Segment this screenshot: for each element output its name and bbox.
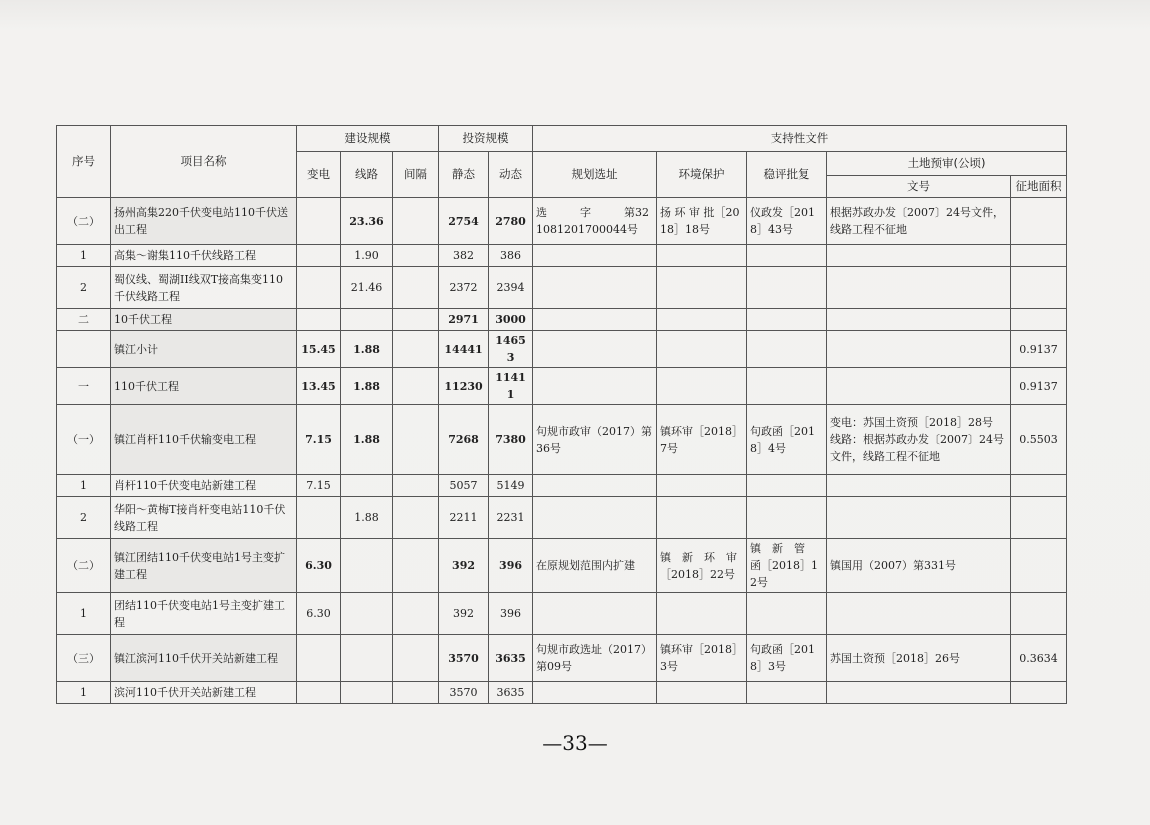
cell-env xyxy=(657,309,747,331)
table-row xyxy=(57,539,1067,593)
cell-env xyxy=(657,475,747,497)
cell-seq: 2 xyxy=(57,267,111,309)
cell-sub: 7.15 xyxy=(297,405,341,475)
cell-land-doc xyxy=(827,497,1011,539)
cell-static: 3570 xyxy=(439,635,489,682)
cell-static: 14441 xyxy=(439,331,489,368)
cell-line xyxy=(341,475,393,497)
cell-land-doc: 变电：苏国土资预［2018］28号 线路：根据苏政办发〔2007〕24号文件，线路工程不征地 xyxy=(827,405,1011,475)
cell-sub: 7.15 xyxy=(297,475,341,497)
cell-area xyxy=(1011,267,1067,309)
cell-bay xyxy=(393,368,439,405)
cell-env: 镇 新 环 审［2018］22号 xyxy=(657,539,747,593)
cell-sub xyxy=(297,497,341,539)
cell-name: 滨河110千伏开关站新建工程 xyxy=(111,682,297,704)
cell-line: 1.88 xyxy=(341,497,393,539)
cell-plan xyxy=(533,593,657,635)
cell-line: 1.88 xyxy=(341,405,393,475)
cell-stab xyxy=(747,593,827,635)
table-row xyxy=(57,245,1067,267)
cell-area xyxy=(1011,539,1067,593)
table-row xyxy=(57,267,1067,309)
cell-env xyxy=(657,682,747,704)
table-row xyxy=(57,682,1067,704)
cell-area: 0.9137 xyxy=(1011,368,1067,405)
cell-dynamic: 2394 xyxy=(489,267,533,309)
cell-seq: 1 xyxy=(57,245,111,267)
cell-land-doc: 苏国土资预［2018］26号 xyxy=(827,635,1011,682)
cell-sub xyxy=(297,245,341,267)
header-land-area: 征地面积 xyxy=(1011,176,1067,198)
cell-name: 镇江团结110千伏变电站1号主变扩建工程 xyxy=(111,539,297,593)
cell-line xyxy=(341,593,393,635)
header-seq: 序号 xyxy=(57,126,111,198)
cell-dynamic: 386 xyxy=(489,245,533,267)
cell-plan xyxy=(533,245,657,267)
cell-bay xyxy=(393,497,439,539)
header-substation: 变电 xyxy=(297,152,341,198)
cell-sub: 6.30 xyxy=(297,593,341,635)
cell-static: 2754 xyxy=(439,198,489,245)
cell-dynamic: 2780 xyxy=(489,198,533,245)
cell-area xyxy=(1011,593,1067,635)
cell-seq: （一） xyxy=(57,405,111,475)
cell-sub: 6.30 xyxy=(297,539,341,593)
cell-line xyxy=(341,539,393,593)
cell-bay xyxy=(393,635,439,682)
cell-stab xyxy=(747,497,827,539)
cell-name: 华阳～黄梅T接肖杆变电站110千伏线路工程 xyxy=(111,497,297,539)
cell-static: 392 xyxy=(439,539,489,593)
cell-dynamic: 3635 xyxy=(489,635,533,682)
cell-static: 392 xyxy=(439,593,489,635)
cell-stab xyxy=(747,245,827,267)
cell-plan xyxy=(533,368,657,405)
cell-sub: 13.45 xyxy=(297,368,341,405)
cell-sub xyxy=(297,267,341,309)
cell-dynamic: 3635 xyxy=(489,682,533,704)
cell-line: 23.36 xyxy=(341,198,393,245)
table-row xyxy=(57,475,1067,497)
cell-line xyxy=(341,682,393,704)
cell-bay xyxy=(393,198,439,245)
cell-plan: 句规市政选址（2017）第09号 xyxy=(533,635,657,682)
cell-stab: 句政函［2018］3号 xyxy=(747,635,827,682)
cell-stab xyxy=(747,267,827,309)
cell-name: 扬州高集220千伏变电站110千伏送出工程 xyxy=(111,198,297,245)
cell-dynamic: 5149 xyxy=(489,475,533,497)
cell-static: 2971 xyxy=(439,309,489,331)
cell-bay xyxy=(393,245,439,267)
cell-env xyxy=(657,497,747,539)
cell-plan: 在原规划范围内扩建 xyxy=(533,539,657,593)
cell-name: 团结110千伏变电站1号主变扩建工程 xyxy=(111,593,297,635)
cell-dynamic: 14653 xyxy=(489,331,533,368)
cell-seq: 1 xyxy=(57,593,111,635)
cell-sub xyxy=(297,635,341,682)
table-row xyxy=(57,635,1067,682)
cell-area xyxy=(1011,475,1067,497)
cell-name: 110千伏工程 xyxy=(111,368,297,405)
table-row xyxy=(57,593,1067,635)
cell-land-doc xyxy=(827,682,1011,704)
cell-land-doc xyxy=(827,475,1011,497)
header-environment: 环境保护 xyxy=(657,152,747,198)
cell-dynamic: 396 xyxy=(489,593,533,635)
cell-static: 2211 xyxy=(439,497,489,539)
cell-land-doc xyxy=(827,309,1011,331)
cell-stab: 镇 新 管 函［2018］12号 xyxy=(747,539,827,593)
cell-plan xyxy=(533,497,657,539)
cell-seq: 2 xyxy=(57,497,111,539)
cell-seq: 一 xyxy=(57,368,111,405)
table-row xyxy=(57,368,1067,405)
cell-seq: （二） xyxy=(57,539,111,593)
cell-name: 肖杆110千伏变电站新建工程 xyxy=(111,475,297,497)
cell-line xyxy=(341,309,393,331)
cell-land-doc xyxy=(827,593,1011,635)
cell-sub xyxy=(297,309,341,331)
cell-area xyxy=(1011,497,1067,539)
cell-stab xyxy=(747,368,827,405)
cell-name: 高集～谢集110千伏线路工程 xyxy=(111,245,297,267)
cell-stab: 仪政发［2018］43号 xyxy=(747,198,827,245)
cell-name: 蜀仪线、蜀湖II线双T接高集变110千伏线路工程 xyxy=(111,267,297,309)
cell-bay xyxy=(393,405,439,475)
cell-line: 1.88 xyxy=(341,331,393,368)
table-row xyxy=(57,331,1067,368)
cell-line: 1.90 xyxy=(341,245,393,267)
cell-land-doc xyxy=(827,245,1011,267)
cell-env xyxy=(657,368,747,405)
cell-land-doc xyxy=(827,331,1011,368)
cell-seq: 1 xyxy=(57,682,111,704)
table-row xyxy=(57,309,1067,331)
cell-env: 扬 环 审 批［2018］18号 xyxy=(657,198,747,245)
cell-area xyxy=(1011,309,1067,331)
cell-stab: 句政函［2018］4号 xyxy=(747,405,827,475)
cell-dynamic: 7380 xyxy=(489,405,533,475)
header-planning: 规划选址 xyxy=(533,152,657,198)
cell-sub: 15.45 xyxy=(297,331,341,368)
cell-seq: 1 xyxy=(57,475,111,497)
cell-plan xyxy=(533,331,657,368)
header-static: 静态 xyxy=(439,152,489,198)
cell-env: 镇环审［2018］7号 xyxy=(657,405,747,475)
cell-plan: 句规市政审（2017）第36号 xyxy=(533,405,657,475)
cell-plan: 选 字 第321081201700044号 xyxy=(533,198,657,245)
cell-land-doc: 根据苏政办发〔2007〕24号文件，线路工程不征地 xyxy=(827,198,1011,245)
cell-bay xyxy=(393,682,439,704)
table-row xyxy=(57,497,1067,539)
header-doc-no: 文号 xyxy=(827,176,1011,198)
header-construction: 建设规模 xyxy=(297,126,439,152)
project-table xyxy=(56,125,1067,704)
cell-land-doc xyxy=(827,267,1011,309)
cell-seq: 二 xyxy=(57,309,111,331)
cell-land-doc xyxy=(827,368,1011,405)
cell-static: 3570 xyxy=(439,682,489,704)
cell-seq: （二） xyxy=(57,198,111,245)
cell-dynamic: 3000 xyxy=(489,309,533,331)
header-bay: 间隔 xyxy=(393,152,439,198)
cell-area xyxy=(1011,682,1067,704)
cell-area xyxy=(1011,245,1067,267)
cell-line xyxy=(341,635,393,682)
cell-sub xyxy=(297,682,341,704)
page-number: —33— xyxy=(542,731,608,755)
cell-bay xyxy=(393,267,439,309)
cell-plan xyxy=(533,309,657,331)
cell-env xyxy=(657,593,747,635)
header-stability: 稳评批复 xyxy=(747,152,827,198)
cell-dynamic: 2231 xyxy=(489,497,533,539)
cell-sub xyxy=(297,198,341,245)
table-row xyxy=(57,198,1067,245)
header-investment: 投资规模 xyxy=(439,126,533,152)
header-name: 项目名称 xyxy=(111,126,297,198)
cell-static: 7268 xyxy=(439,405,489,475)
cell-area xyxy=(1011,198,1067,245)
cell-name: 镇江滨河110千伏开关站新建工程 xyxy=(111,635,297,682)
cell-seq: （三） xyxy=(57,635,111,682)
cell-env xyxy=(657,331,747,368)
cell-name: 镇江肖杆110千伏输变电工程 xyxy=(111,405,297,475)
cell-bay xyxy=(393,331,439,368)
cell-env xyxy=(657,267,747,309)
cell-bay xyxy=(393,475,439,497)
cell-static: 382 xyxy=(439,245,489,267)
cell-area: 0.9137 xyxy=(1011,331,1067,368)
cell-plan xyxy=(533,475,657,497)
cell-stab xyxy=(747,682,827,704)
cell-line: 21.46 xyxy=(341,267,393,309)
cell-line: 1.88 xyxy=(341,368,393,405)
cell-env: 镇环审［2018］3号 xyxy=(657,635,747,682)
cell-stab xyxy=(747,331,827,368)
cell-dynamic: 396 xyxy=(489,539,533,593)
cell-plan xyxy=(533,267,657,309)
cell-static: 2372 xyxy=(439,267,489,309)
header-line: 线路 xyxy=(341,152,393,198)
cell-seq xyxy=(57,331,111,368)
header-support-docs: 支持性文件 xyxy=(533,126,1067,152)
cell-name: 镇江小计 xyxy=(111,331,297,368)
cell-stab xyxy=(747,475,827,497)
cell-area: 0.5503 xyxy=(1011,405,1067,475)
cell-bay xyxy=(393,593,439,635)
cell-plan xyxy=(533,682,657,704)
cell-static: 11230 xyxy=(439,368,489,405)
cell-stab xyxy=(747,309,827,331)
header-dynamic: 动态 xyxy=(489,152,533,198)
cell-name: 10千伏工程 xyxy=(111,309,297,331)
cell-static: 5057 xyxy=(439,475,489,497)
cell-env xyxy=(657,245,747,267)
header-land: 土地预审(公顷) xyxy=(827,152,1067,176)
cell-area: 0.3634 xyxy=(1011,635,1067,682)
cell-dynamic: 11411 xyxy=(489,368,533,405)
cell-bay xyxy=(393,309,439,331)
table-row xyxy=(57,405,1067,475)
cell-bay xyxy=(393,539,439,593)
cell-land-doc: 镇国用（2007）第331号 xyxy=(827,539,1011,593)
